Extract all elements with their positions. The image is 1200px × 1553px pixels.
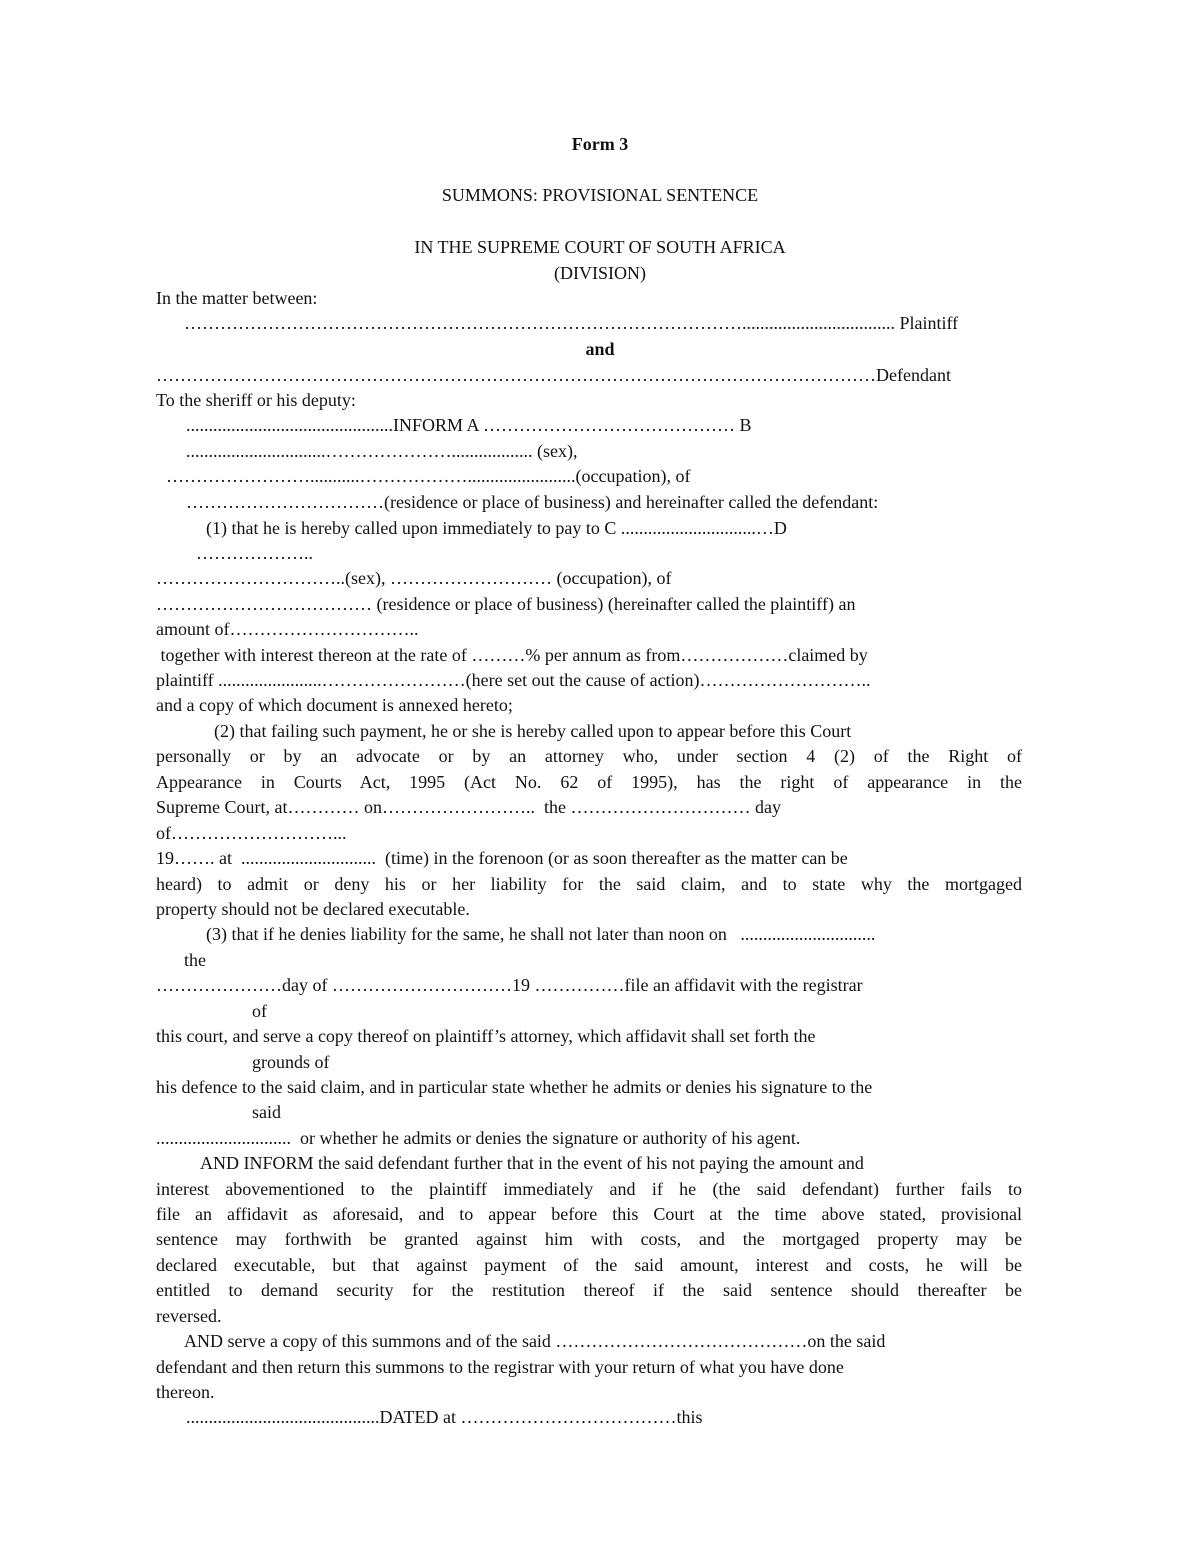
annexed-line: and a copy of which document is annexed hereto; xyxy=(156,695,513,715)
dated-line: ...........................................DATED at ………………………………this xyxy=(186,1407,703,1427)
and-serve-line-3: thereon. xyxy=(156,1382,215,1402)
paragraph-2-line-4: Supreme Court, at………… on…………………….. the ………………………… day xyxy=(156,797,781,817)
defendant-sex-line: ...............................………………….................. (sex), xyxy=(186,441,578,461)
court-division: (DIVISION) xyxy=(554,263,646,283)
matter-between-label: In the matter between: xyxy=(156,288,318,308)
paragraph-3-the: the xyxy=(184,950,206,970)
and-inform-line-4: sentence may forthwith be granted against him with costs, and the mortgaged property may be xyxy=(156,1229,1022,1249)
amount-line: amount of………………………….. xyxy=(156,619,419,639)
and-inform-line-6: entitled to demand security for the restitution thereof if the said sentence should thereafter be xyxy=(156,1280,1022,1300)
paragraph-2-line-5: of………………………... xyxy=(156,823,347,843)
paragraph-2-line-8: property should not be declared executable. xyxy=(156,899,470,919)
paragraph-3-grounds: grounds of xyxy=(252,1052,330,1072)
and-serve-line-2: defendant and then return this summons to the registrar with your return of what you have done xyxy=(156,1357,844,1377)
court-name: IN THE SUPREME COURT OF SOUTH AFRICA xyxy=(414,237,786,257)
and-inform-line-3: file an affidavit as aforesaid, and to appear before this Court at the time above stated, provisional xyxy=(156,1204,1022,1224)
paragraph-1-start: (1) that he is hereby called upon immediately to pay to C ..............................…D xyxy=(206,518,787,538)
and-serve-start: AND serve a copy of this summons and of the said ……………………………………on the said xyxy=(184,1331,886,1351)
paragraph-3-of: of xyxy=(252,1001,267,1021)
document-title: SUMMONS: PROVISIONAL SENTENCE xyxy=(441,185,759,205)
and-inform-line-5: declared executable, but that against payment of the said amount, interest and costs, he will be xyxy=(156,1255,1022,1275)
inform-line: ..............................................INFORM A …………………………………… B xyxy=(186,415,752,435)
paragraph-2-line-6: 19……. at .............................. (time) in the forenoon (or as soon thereafter as the matter can be xyxy=(156,848,848,868)
defendant-line: …………………………………………………………………………………………………………Defendant xyxy=(156,365,951,385)
paragraph-3-line-3: …………………day of …………………………19 ……………file an affidavit with the registrar xyxy=(156,975,863,995)
plaintiff-sex-line: …………………………..(sex), ……………………… (occupation), of xyxy=(156,568,672,588)
paragraph-3-start: (3) that if he denies liability for the same, he shall not later than noon on .............................. xyxy=(206,924,876,944)
defendant-residence-line: ……………………………(residence or place of business) and hereinafter called the defendant: xyxy=(186,492,879,512)
paragraph-3-line-5: this court, and serve a copy thereof on plaintiff’s attorney, which affidavit shall set forth the xyxy=(156,1026,816,1046)
paragraph-2-start: (2) that failing such payment, he or she is hereby called upon to appear before this Court xyxy=(214,721,852,741)
paragraph-3-line-9: .............................. or whether he admits or denies the signature or authority of his agent. xyxy=(156,1128,801,1148)
paragraph-1-dots: ……………….. xyxy=(196,543,313,563)
interest-line: together with interest thereon at the rate of ………% per annum as from………………claimed by xyxy=(156,645,868,665)
plaintiff-line: ………………………………………………………………………………….................................. Plaintiff xyxy=(184,313,959,333)
paragraph-2-line-7: heard) to admit or deny his or her liability for the said claim, and to state why the mortgaged xyxy=(156,874,1022,894)
and-inform-line-7: reversed. xyxy=(156,1306,222,1326)
cause-of-action-line: plaintiff .......................……………………(here set out the cause of action)……………………….. xyxy=(156,670,871,690)
and-inform-line-2: interest abovementioned to the plaintiff immediately and if he (the said defendant) further fails to xyxy=(156,1179,1022,1199)
and-inform-start: AND INFORM the said defendant further that in the event of his not paying the amount and xyxy=(200,1153,864,1173)
defendant-occupation-line: ……………………...........………………........................(occupation), of xyxy=(166,466,691,486)
paragraph-3-line-7: his defence to the said claim, and in particular state whether he admits or denies his signature to the xyxy=(156,1077,873,1097)
form-title: Form 3 xyxy=(571,134,629,154)
and-label: and xyxy=(585,339,615,359)
paragraph-2-line-2: personally or by an advocate or by an attorney who, under section 4 (2) of the Right of xyxy=(156,746,1022,766)
paragraph-2-line-3: Appearance in Courts Act, 1995 (Act No. 62 of 1995), has the right of appearance in the xyxy=(156,772,1022,792)
plaintiff-residence-line: ……………………………… (residence or place of business) (hereinafter called the plaintiff) an xyxy=(156,594,856,614)
sheriff-address: To the sheriff or his deputy: xyxy=(156,390,356,410)
paragraph-3-said: said xyxy=(252,1102,281,1122)
